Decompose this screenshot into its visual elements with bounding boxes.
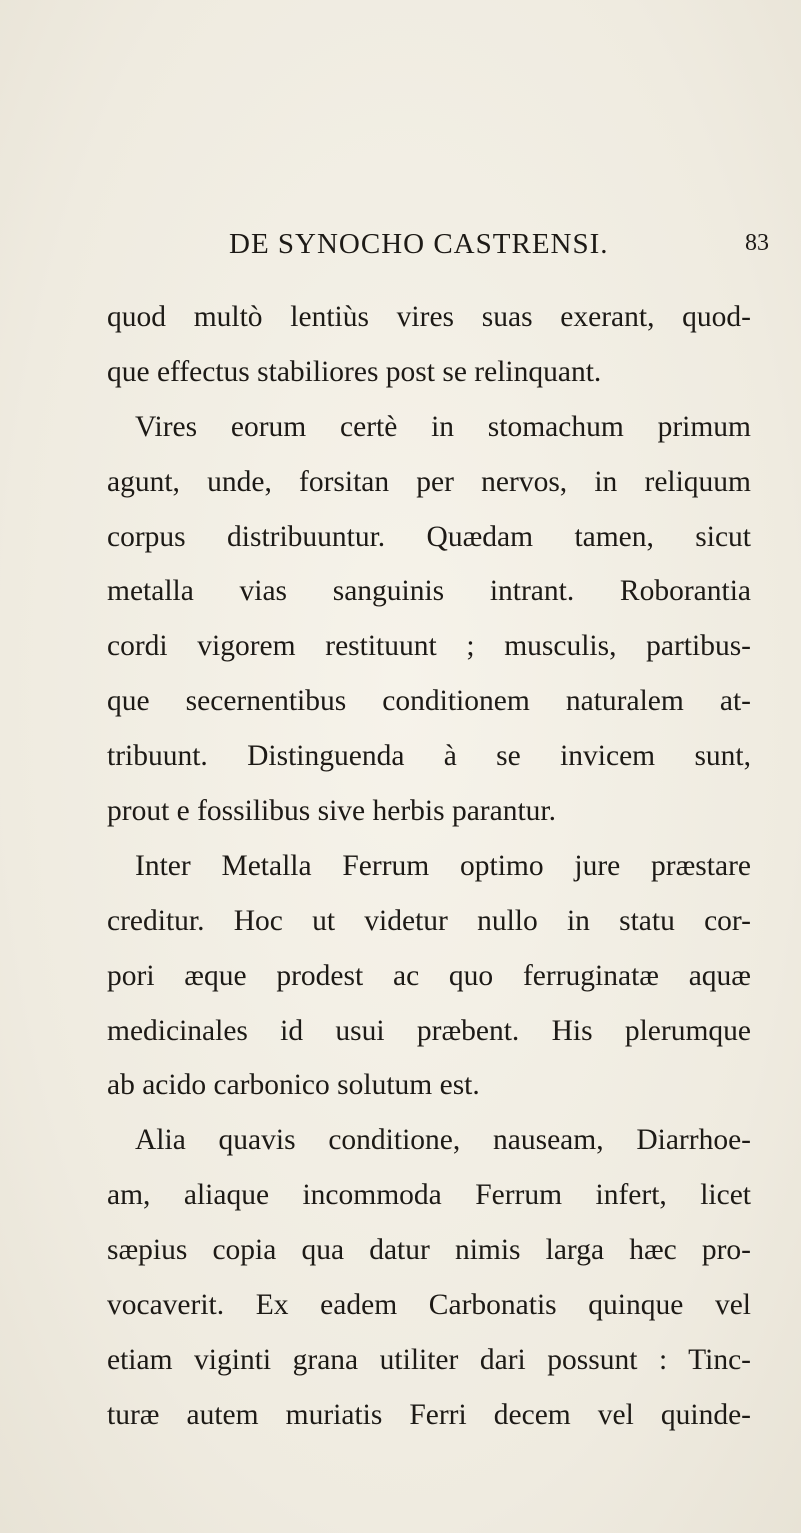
text-line: quod multò lentiùs vires suas exerant, quod-	[107, 301, 751, 333]
page-header	[0, 228, 801, 268]
text-line: am, aliaque incommoda Ferrum infert, licet	[107, 1179, 751, 1212]
text-line: medicinales id usui præbent. His plerumque	[107, 1014, 751, 1047]
text-line: Alia quavis conditione, nauseam, Diarrhoe-	[135, 1124, 751, 1157]
body-text	[107, 290, 751, 1443]
text-line: agunt, unde, forsitan per nervos, in reliquum	[107, 465, 751, 498]
running-head: DE SYNOCHO CASTRENSI.	[229, 228, 609, 260]
text-line: prout e fossilibus sive herbis parantur.	[107, 795, 556, 828]
text-line: que effectus stabiliores post se relinquant.	[107, 355, 602, 388]
text-line: creditur. Hoc ut videtur nullo in statu cor-	[107, 904, 751, 937]
text-line: corpus distribuuntur. Quædam tamen, sicut	[107, 520, 751, 553]
text-line: Vires eorum certè in stomachum primum	[135, 410, 751, 443]
text-line: metalla vias sanguinis intrant. Roborantia	[107, 575, 751, 608]
text-line: ab acido carbonico solutum est.	[107, 1069, 480, 1102]
text-line: que secernentibus conditionem naturalem at-	[107, 685, 751, 718]
page-number: 83	[745, 230, 769, 256]
text-line: Inter Metalla Ferrum optimo jure præstare	[135, 849, 751, 882]
text-line: vocaverit. Ex eadem Carbonatis quinque vel	[107, 1289, 751, 1322]
text-line: tribuunt. Distinguenda à se invicem sunt,	[107, 740, 751, 773]
text-line: turæ autem muriatis Ferri decem vel quinde-	[107, 1398, 751, 1431]
text-line: pori æque prodest ac quo ferruginatæ aquæ	[107, 959, 751, 992]
text-line: etiam viginti grana utiliter dari possunt : Tinc-	[107, 1343, 751, 1376]
text-line: cordi vigorem restituunt ; musculis, partibus-	[107, 630, 751, 663]
text-line: sæpius copia qua datur nimis larga hæc pro-	[107, 1234, 751, 1267]
